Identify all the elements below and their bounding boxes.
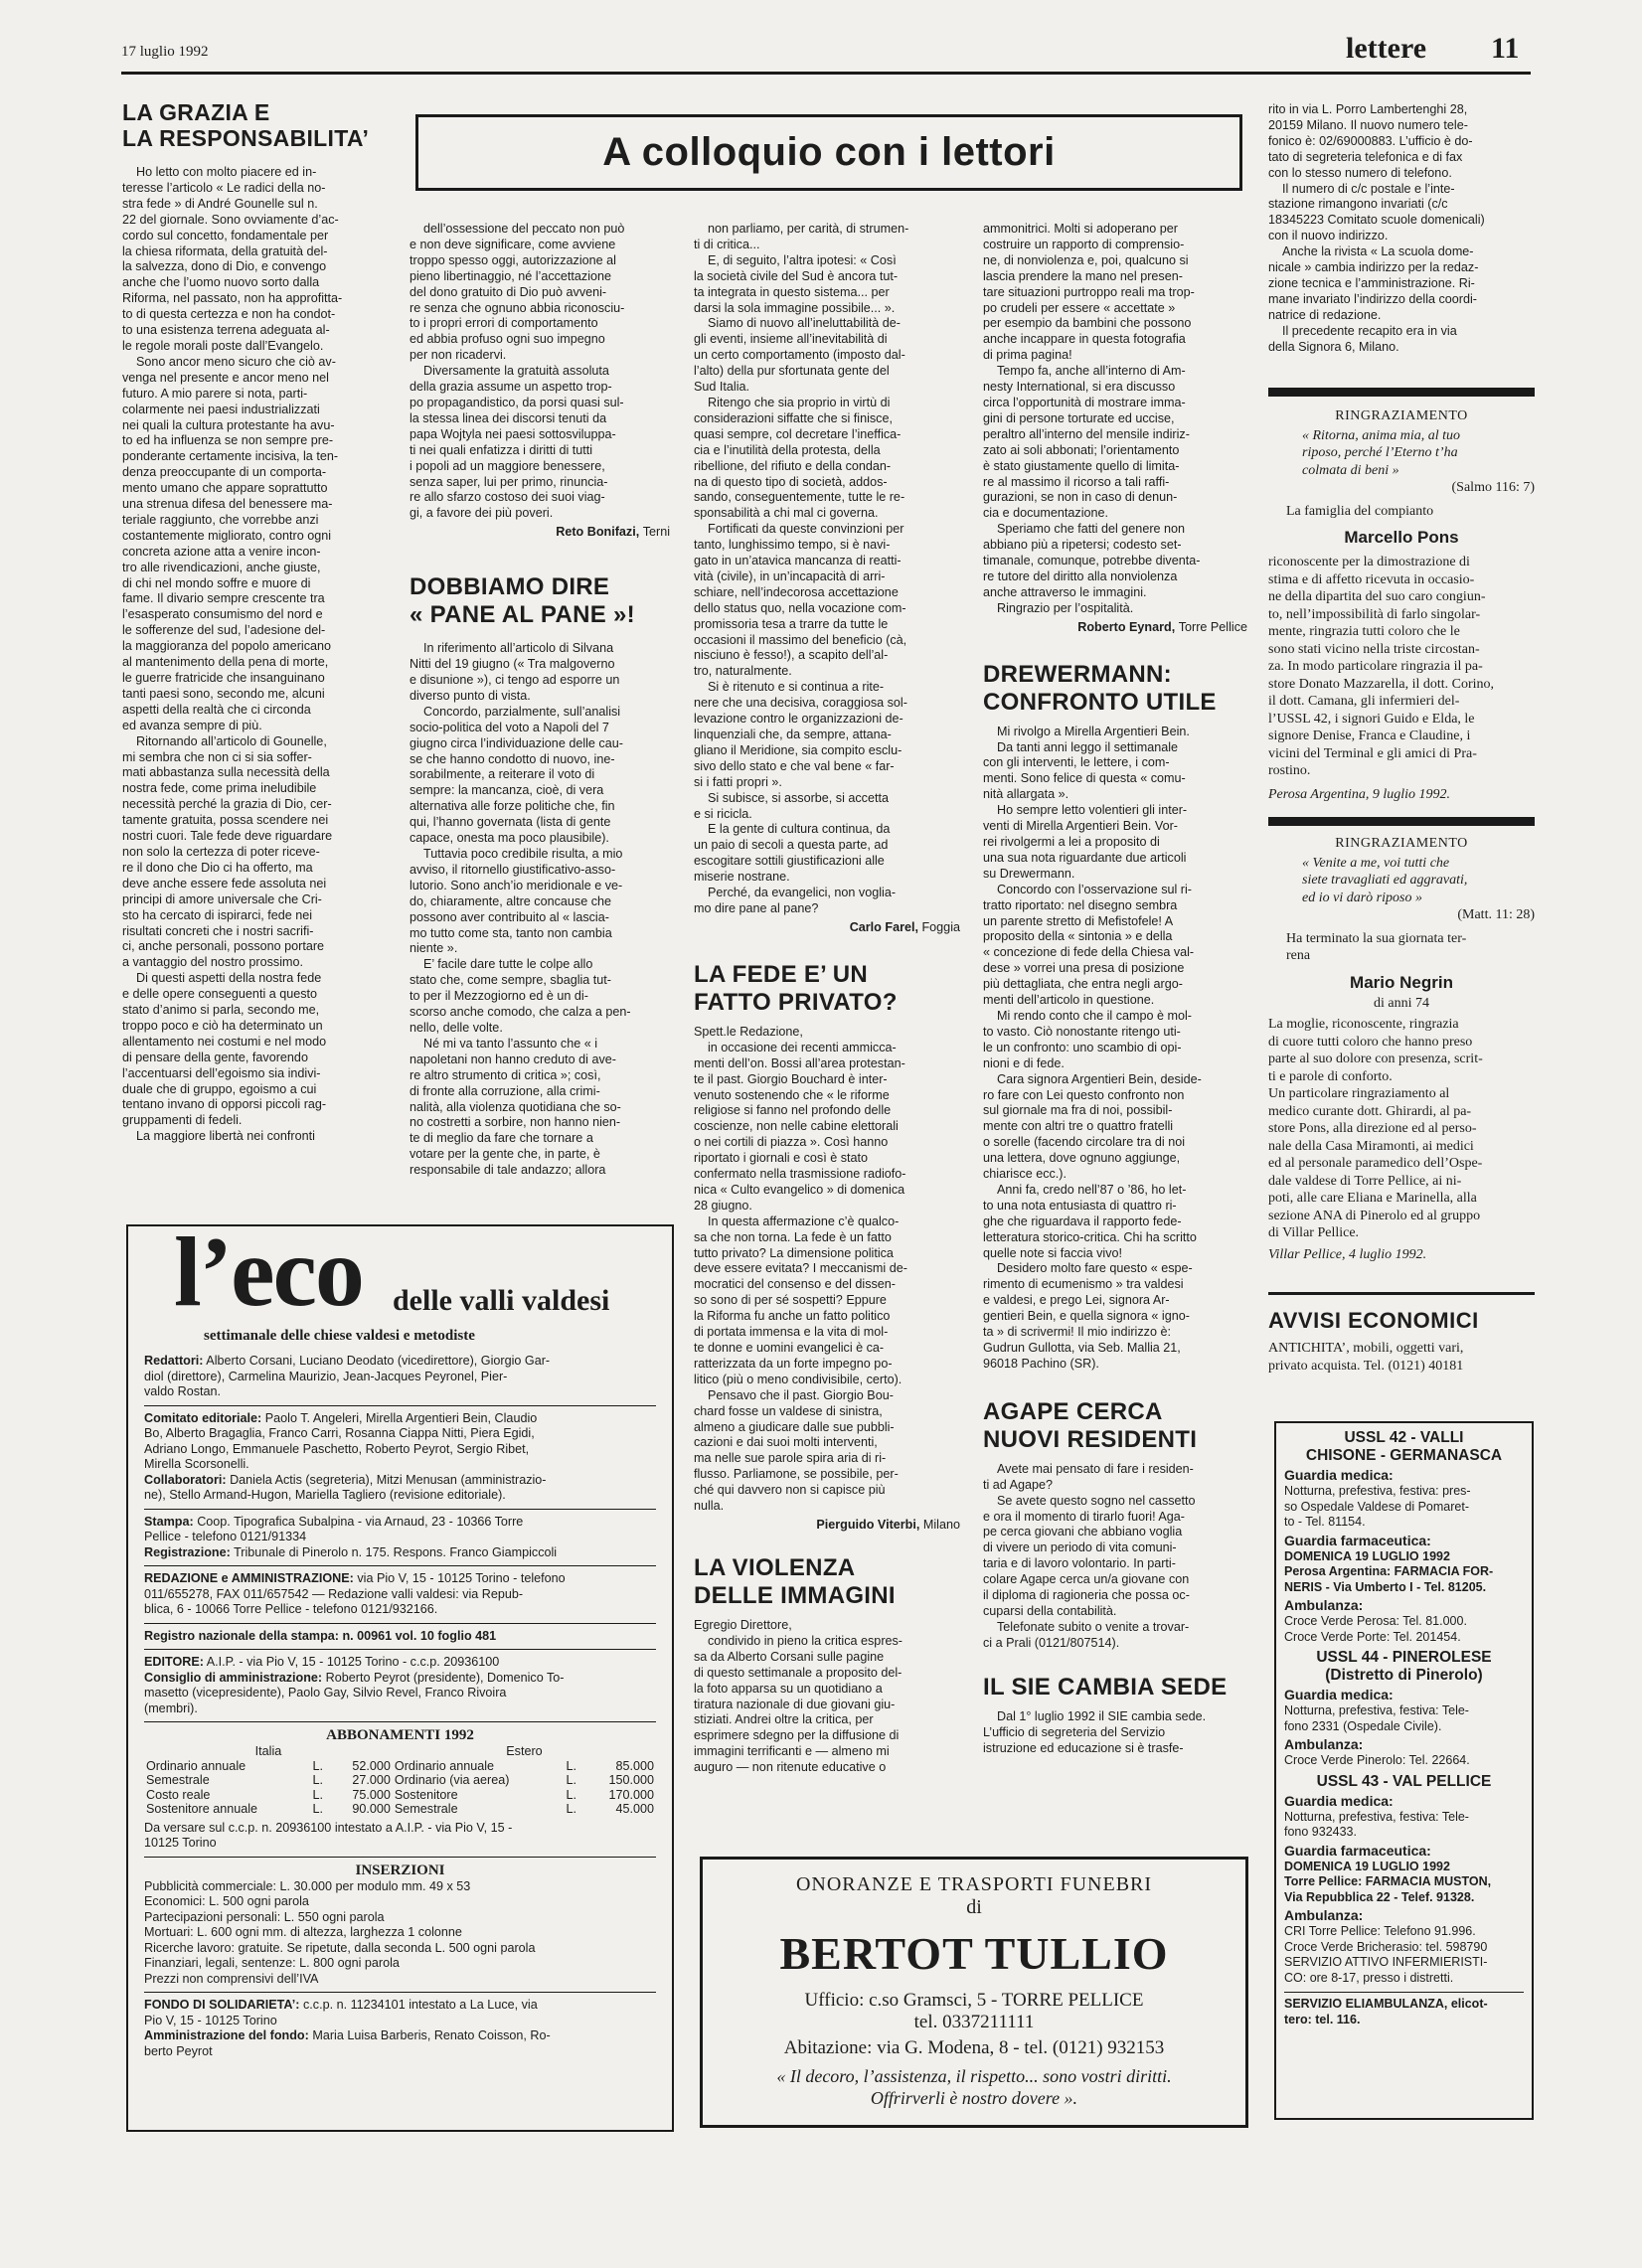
cell: L. <box>566 1773 576 1787</box>
cell: Costo reale <box>146 1787 211 1802</box>
ad-phone: tel. 0337211111 <box>913 2012 1035 2032</box>
value: Paolo T. Angeleri, Mirella Argentieri Bein, Claudio Bo, Alberto Bragaglia, Franco Carri, Rosanna Ciappa Nitti, Piera Egidi, Adriano Longo, Emmanuele Paschetto, Roberto Peyrot, Sergio Ribet, Mirella Scorsonelli. <box>144 1410 538 1471</box>
label: REDAZIONE e AMMINISTRAZIONE: <box>144 1571 354 1585</box>
label: FONDO DI SOLIDARIETA’: <box>144 1998 300 2012</box>
value: via Pio V, 15 - 10125 Torino - telefono 011/655278, FAX 011/657542 — Redazione valli valdesi: via Repub- blica, 6 - 10066 Torre Pellice - telefono 0121/932166. <box>144 1571 566 1616</box>
cell: 45.000 <box>615 1802 654 1816</box>
section-title: AVVISI ECONOMICI <box>1268 1308 1479 1333</box>
paragraph: E, di seguito, l’altra ipotesi: « Così la società civile del Sud è ancora tut- ta integrata in questo sistema... per darsi la sola immagine possibile... ». <box>694 252 899 315</box>
ad-line: di <box>966 1896 982 1918</box>
eco-logo: l’eco <box>174 1216 363 1327</box>
notice-body: La moglie, riconoscente, ringrazia di cuore tutti coloro che hanno preso parte al suo dolore con presenza, scrit- ti e parole di conforto. Un particolare ringraziamento al medico curante dott. Ghirardi, al pa- store Pons, alla direzione ed al perso- nale della Casa Miramonti, ai medici ed al personale paramedico dell’Ospe- dale valdese di Torre Pellice, ai ni- poti, alle care Eliana e Marinella, alla sezione ANA di Pinerolo ed al gruppo di Villar Pellice. <box>1268 1017 1483 1240</box>
value: Roberto Peyrot (presidente), Domenico To- masetto (vicepresidente), Paolo Gay, Silvio Revel, Franco Rivoira (membri). <box>144 1670 565 1715</box>
paragraph: Di questi aspetti della nostra fede e delle opere conseguenti a questo stato d’animo si parla, secondo me, troppo poco e ciò ha determinato un allentamento nei costumi e nel modo di pensare della gente, favorendo l’accentuarsi dell’egoismo sia indivi- duale che di gruppo, egoismo a cui tentano invano di opporsi piccoli rag- gruppamenti di fedeli. <box>122 971 327 1128</box>
label: EDITORE: <box>144 1655 204 1669</box>
abb-col-header: Estero <box>506 1744 543 1758</box>
deceased-name: Mario Negrin <box>1350 972 1453 992</box>
inserzioni-title: INSERZIONI <box>355 1862 445 1878</box>
signature-name: Reto Bonifazi, <box>556 525 640 540</box>
paragraph: E’ facile dare tutte le colpe allo stato che, come sempre, sbaglia tut- to per il Mezzogiorno ed è un di- scorso anche comodo, che calza a pen- nello, delle volte. <box>410 957 631 1035</box>
paragraph: dell’ossessione del peccato non può e non deve significare, come avviene troppo spesso oggi, autorizzazione al pieno libertinaggio, né l’accettazione del dono gratuito di Dio può avveni- re senza che ognuno abbia riconosciu- to i propri errori di comportamento ed abbia profuso ogni suo impegno per non ricadervi. <box>410 222 625 363</box>
header-rule <box>121 72 1531 75</box>
abb-row <box>144 1773 656 1788</box>
paragraph: rito in via L. Porro Lambertenghi 28, 20159 Milano. Il nuovo numero tele- fonico è: 02/69000883. L’ufficio è do- tato di segreteria telefonica e di fax con lo stesso numero di telefono. <box>1268 102 1473 180</box>
inserzioni-line: Prezzi non comprensivi dell’IVA <box>144 1971 319 1986</box>
value: Alberto Corsani, Luciano Deodato (vicedirettore), Giorgio Gar- diol (direttore), Carmelina Maurizio, Jean-Jacques Peyronel, Pier- valdo Rostan. <box>144 1354 551 1398</box>
abb-row <box>144 1759 656 1774</box>
ad-line: ONORANZE E TRASPORTI FUNEBRI <box>795 1873 1153 1895</box>
article-title: DOBBIAMO DIRE « PANE AL PANE »! <box>410 573 635 629</box>
eco-divider <box>144 1721 656 1722</box>
paragraph: In questa affermazione c’è qualco- sa che non torna. La fede è un fatto tutto privato? La dimensione politica deve essere evitata? I meccanismi de- mocratici del consenso e del dissen- so sono di per sé sospetti? Eppure la Riforma fu anche un fatto politico di portata immensa e la vita di mol- te donne e uomini evangelici è ca- ratterizzata da un forte impegno po- litico (più o meno condivisibile, certo). <box>694 1214 907 1386</box>
ad-name: BERTOT TULLIO <box>779 1928 1169 1979</box>
paragraph: Anni fa, credo nell’87 o ’86, ho let- to una nota entusiasta di quattro ri- ghe che riguardava il rapporto fede- letteratura storico-critica. Chi ha scritto quelle note si faccia vivo! <box>983 1182 1197 1260</box>
paragraph: Anche la rivista « La scuola dome- nicale » cambia indirizzo per la redaz- zione tecnica e l’amministrazione. Ri- mane invariato l’indirizzo della coordi- natrice di redazione. <box>1268 244 1479 322</box>
ussl-subhead: Guardia farmaceutica: <box>1284 1842 1431 1859</box>
eco-tagline: settimanale delle chiese valdesi e metodiste <box>204 1328 475 1344</box>
cell: 85.000 <box>615 1758 654 1773</box>
eco-divider <box>144 1857 656 1858</box>
ussl-43-title: USSL 43 - VAL PELLICE <box>1316 1772 1492 1790</box>
label: Collaboratori: <box>144 1472 227 1487</box>
notice-quote: « Venite a me, voi tutti che siete travagliati ed aggravati, ed io vi darò riposo » <box>1302 855 1468 905</box>
deceased-name: Marcello Pons <box>1344 528 1459 547</box>
paragraph: Speriamo che fatti del genere non abbiano più a ripetersi; codesto set- timanale, comunque, potrebbe diventa- re tutore del diritto alla nonviolenza anche attraverso le immagini. <box>983 522 1201 599</box>
label: Amministrazione del fondo: <box>144 2028 309 2042</box>
signature-name: Roberto Eynard, <box>1077 619 1176 634</box>
eco-registro: Registro nazionale della stampa: n. 00961 vol. 10 foglio 481 <box>144 1628 497 1643</box>
paragraph: Il numero di c/c postale e l’inte- stazione rimangono invariati (c/c 18345223 Comitato scuole domenicali) con il nuovo indirizzo. <box>1268 181 1485 243</box>
ussl-44-title: USSL 44 - PINEROLESE (Distretto di Pinerolo) <box>1316 1649 1492 1684</box>
ussl-subhead: Guardia farmaceutica: <box>1284 1532 1431 1548</box>
ad-motto: « Il decoro, l’assistenza, il rispetto... sono vostri diritti. Offrirverli è nostro dovere ». <box>776 2066 1172 2108</box>
eco-comitato <box>144 1411 656 1473</box>
letter-signature <box>983 619 1247 635</box>
banner-box <box>415 114 1242 191</box>
ringraziamento-2 <box>1268 835 1535 1263</box>
classified-ad: ANTICHITA’, mobili, oggetti vari, privato acquista. Tel. (0121) 40181 <box>1268 1341 1464 1374</box>
ussl-text: DOMENICA 19 LUGLIO 1992 Torre Pellice: FARMACIA MUSTON, Via Repubblica 22 - Telef. 91328. <box>1284 1859 1492 1904</box>
letter-signature <box>694 1517 960 1533</box>
ussl-text: Notturna, prefestiva, festiva: Tele- fono 932433. <box>1284 1809 1469 1839</box>
cell: L. <box>566 1787 576 1802</box>
paragraph: Telefonate subito o venite a trovar- ci a Prali (0121/807514). <box>983 1619 1190 1650</box>
issue-date: 17 luglio 1992 <box>121 44 209 60</box>
eco-redazione <box>144 1571 656 1618</box>
notice-quote: « Ritorna, anima mia, al tuo riposo, perché l’Eterno t’ha colmata di beni » <box>1302 427 1461 478</box>
paragraph: Da tanti anni leggo il settimanale con gli interventi, le lettere, i com- menti. Sono felice di questa « comu- nità allargata ». <box>983 739 1186 802</box>
cell: L. <box>312 1787 324 1802</box>
ussl-text: Croce Verde Perosa: Tel. 81.000. Croce Verde Porte: Tel. 201454. <box>1284 1614 1467 1644</box>
paragraph: Diversamente la gratuità assoluta della grazia assume un aspetto trop- po propagandistico, da porsi quasi sul- la stessa linea dei discorsi tenuti da papa Wojtyla nei paesi sottosviluppa- ti nei quali enfatizza i diritti di tutti i popoli ad un maggiore benessere, senza saper, lui per primo, rinuncia- re allo sfarzo costoso dei suoi viag- gi, a favore dei più poveri. <box>410 364 624 521</box>
column-2 <box>410 222 670 1179</box>
paragraph: non parliamo, per carità, di strumen- ti di critica... <box>694 222 909 251</box>
eco-logo-subtitle: delle valli valdesi <box>393 1284 610 1317</box>
cell: 27.000 <box>352 1773 391 1787</box>
paragraph: Tuttavia poco credibile risulta, a mio avviso, il ritornello giustificativo-asso- lutorio. Sono anch’io meridionale e ve- do, chiaramente, altre concause che possono aver contribuito al « lascia- mo tutto come sta, tanto non cambia niente ». <box>410 847 623 956</box>
eco-amm-fondo <box>144 2028 656 2059</box>
ussl-text: SERVIZIO ELIAMBULANZA, elicot- tero: tel. 116. <box>1284 1997 1488 2026</box>
cell: Sostenitore <box>394 1787 458 1802</box>
cell: 75.000 <box>352 1787 391 1802</box>
page-header <box>121 32 1531 70</box>
cell: Ordinario annuale <box>394 1758 495 1773</box>
eco-redattori <box>144 1354 656 1400</box>
cell: L. <box>312 1758 324 1773</box>
label: Registrazione: <box>144 1544 231 1559</box>
bertot-ad-box <box>700 1857 1248 2128</box>
cell: 170.000 <box>608 1787 654 1802</box>
signature-name: Carlo Farel, <box>849 919 918 934</box>
paragraph: condivido in pieno la critica espres- sa da Alberto Corsani sulle pagine di questo settimanale a proposito del- la foto apparsa su un quotidiano a tiratura nazionale di due giovani giu- stiziati. Andrei oltre la critica, per esprimere sdegno per la diffusione di immagini terrificanti e — almeno mi auguro — non ritenute educative o <box>694 1633 903 1775</box>
cell: Semestrale <box>394 1802 458 1816</box>
avvisi-economici <box>1268 1308 1537 1375</box>
article-title: LA GRAZIA E LA RESPONSABILITA’ <box>122 99 370 151</box>
paragraph: Ritengo che sia proprio in virtù di considerazioni siffatte che si finisce, quasi sempre, col decretare l’ineffica- cia e l’inutilità della protesta, della ribellione, del rifiuto e della condan- na di questo tipo di società, addos- sando, conseguentemente, tutte le re- sponsabilità a chi mal ci governa. <box>694 395 905 521</box>
notice-place-date: Villar Pellice, 4 luglio 1992. <box>1268 1246 1427 1262</box>
ussl-subhead: Guardia medica: <box>1284 1792 1394 1809</box>
paragraph: Ho letto con molto piacere ed in- teresse l’articolo « Le radici della no- stra fede » di André Gounelle sul n. 22 del giornale. Sono ovviamente d’ac- cordo sul concetto, fondamentale per la chiesa riformata, della gratuità del- la salvezza, dono di Dio, e convengo anche che l’uomo nuovo sorto dalla Riforma, nel passato, non ha approfitta- to di questa certezza e non ha condot- to una esistenza terrena adeguata al- le regole morali poste dall’Evangelo. <box>122 165 343 353</box>
eco-divider <box>144 1649 656 1650</box>
paragraph: Ho sempre letto volentieri gli inter- venti di Mirella Argentieri Bein. Vor- rei rivolgermi a lei a proposito di una sua nota riguardante due articoli su Drewermann. <box>983 803 1188 881</box>
eco-divider <box>144 1405 656 1406</box>
eco-divider <box>144 1623 656 1624</box>
paragraph: Se avete questo sogno nel cassetto e ora il momento di tirarlo fuori! Aga- pe cerca giovani che abbiano voglia di vivere un periodo di vita comuni- taria e di lavoro volontario. In parti- colare Agape cerca un/a giovane con il diploma di ragioneria che possa oc- cuparsi della contabilità. <box>983 1493 1196 1618</box>
eco-divider <box>144 1992 656 1993</box>
abb-row <box>144 1788 656 1803</box>
eco-masthead-box <box>126 1216 674 2132</box>
divider <box>1268 1292 1535 1295</box>
ussl-text: Croce Verde Pinerolo: Tel. 22664. <box>1284 1753 1470 1767</box>
paragraph: Ritornando all’articolo di Gounelle, mi sembra che non ci si sia soffer- mati abbastanza sulla necessità della nostra fede, come prima ineludibile necessità perché la grazia di Dio, cer- tamente gratuita, possa scendere nei nostri cuori. Tale fede deve riguardare non solo la certezza di poter riceve- re il dono che Dio ci ha offerto, ma deve anche essere fede assoluta nei principi di amore universale che Cri- sto ha cercato di ispirarci, fede nei risultati concreti che i nostri sacrifi- ci, anche personali, possono portare a vantaggio del nostro prossimo. <box>122 733 333 970</box>
eco-fondo <box>144 1998 656 2028</box>
cell: Sostenitore annuale <box>146 1802 258 1816</box>
article-title: AGAPE CERCA NUOVI RESIDENTI <box>983 1397 1198 1453</box>
notice-reference: (Matt. 11: 28) <box>1457 907 1535 922</box>
ussl-subhead: Guardia medica: <box>1284 1467 1394 1483</box>
inserzioni-line: Pubblicità commerciale: L. 30.000 per modulo mm. 49 x 53 <box>144 1878 471 1893</box>
notice-place-date: Perosa Argentina, 9 luglio 1992. <box>1268 786 1451 802</box>
article-title: LA FEDE E’ UN FATTO PRIVATO? <box>694 960 898 1016</box>
signature-place: Terni <box>642 525 670 540</box>
paragraph: Tempo fa, anche all’interno di Am- nesty International, si era discusso circa l’opportunità di mostrare imma- gini di persone torturate ed uccise, peraltro all’interno del mensile indiriz- zato ai soli abbonati; l’orientamento è stato giustamente quello di limita- re al massimo il ricorso a tali raffi- gurazioni, se non in caso di denun- cia e documentazione. <box>983 364 1190 521</box>
abbonamenti-table <box>144 1744 656 1817</box>
article-title: DREWERMANN: CONFRONTO UTILE <box>983 660 1217 716</box>
ussl-42-title: USSL 42 - VALLI CHISONE - GERMANASCA <box>1305 1429 1503 1464</box>
column-4 <box>983 222 1247 1756</box>
cell: 150.000 <box>608 1773 654 1787</box>
eco-stampa <box>144 1515 656 1545</box>
ringraziamento-1 <box>1268 407 1535 803</box>
value: c.c.p. n. 11234101 intestato a La Luce, via Pio V, 15 - 10125 Torino <box>144 1998 538 2027</box>
letter-signature <box>410 524 670 540</box>
paragraph: ammonitrici. Molti si adoperano per costruire un rapporto di comprensio- ne, di nonviolenza e, poi, qualcuno si lascia prendere la mano nel presen- tare situazioni purtroppo reali ma trop- po crudeli per essere « accettate » per esempio da bambini che possono anche incappare in questa fotografia di prima pagina! <box>983 222 1195 363</box>
paragraph: Sono ancor meno sicuro che ciò av- venga nel presente e ancor meno nel futuro. A mio parere si nota, parti- colarmente nei paesi industrializzati nei quali la cultura protestante ha avu- to ed ha influenza se non sempre pre- ponderante certamente incisiva, la ten- denza preoccupante di un comporta- mento umano che appare soprattutto una strenua difesa del benessere ma- teriale raggiunto, che vorrebbe anzi costantemente migliorato, contro ogni concreta azione atta a venire incon- tro alle rivendicazioni, anche giuste, di chi nel mondo soffre e muore di fame. Il divario sempre crescente tra l’esasperato consumismo del nord e le sofferenze del sud, l’adesione del- la maggioranza del popolo americano al mantenimento della pena di morte, le guerre fratricide che insanguinano tanti paesi sono, secondo me, alcuni aspetti della realtà che ci circonda ed avanza sempre di più. <box>122 354 339 732</box>
paragraph: in occasione dei recenti ammicca- menti dell’on. Bossi all’area protestan- te il past. Giorgio Bouchard è inter- venuto sostenendo che « le riforme religiose si fanno nel profondo delle coscienze, non nelle cabine elettorali o nei cortili di piazza ». Così hanno riportato i giornali e così è stato confermato nella trasmissione radiofo- nica « Culto evangelico » di domenica 28 giugno. <box>694 1040 906 1213</box>
letter-signature <box>694 919 960 935</box>
paragraph: Fortificati da queste convinzioni per tanto, lunghissimo tempo, si è navi- gato in un’atavica mancanza di reatti- vità (civile), in un’incapacità di arri- schiare, nell’indecorosa accettazione dello status quo, nella vocazione com- promissoria tesa a trarre da tutte le occasioni il massimo del beneficio (cà, nisciuno è fesso!), a scapito dell’al- tro, naturalmente. <box>694 522 907 679</box>
page-number: 11 <box>1491 32 1520 65</box>
cell: L. <box>566 1758 576 1773</box>
banner-title: A colloquio con i lettori <box>602 130 1056 174</box>
paragraph: E la gente di cultura continua, da un paio di secoli a questa parte, ad escogitare sottili giustificazioni alle miserie nostrane. <box>694 822 891 885</box>
eco-consiglio <box>144 1671 656 1717</box>
paragraph: Spett.le Redazione, <box>694 1024 803 1039</box>
inserzioni-line: Mortuari: L. 600 ogni mm. di altezza, larghezza 1 colonne <box>144 1925 462 1939</box>
eco-editore <box>144 1655 656 1671</box>
abb-row <box>144 1802 656 1817</box>
paragraph: Il precedente recapito era in via della Signora 6, Milano. <box>1268 323 1457 354</box>
paragraph: La maggiore libertà nei confronti <box>136 1129 315 1144</box>
cell: 90.000 <box>352 1802 391 1816</box>
column-5 <box>1268 102 1537 356</box>
paragraph: In riferimento all’articolo di Silvana Nitti del 19 giugno (« Tra malgoverno e disunione »), ci tengo ad esporre un diverso punto di vista. <box>410 641 620 703</box>
article-title: LA VIOLENZA DELLE IMMAGINI <box>694 1553 896 1609</box>
notice-title: RINGRAZIAMENTO <box>1335 408 1468 423</box>
notice-intro: Ha terminato la sua giornata ter- rena <box>1286 930 1467 963</box>
notice-reference: (Salmo 116: 7) <box>1451 480 1535 495</box>
value: Maria Luisa Barberis, Renato Coisson, Ro- berto Peyrot <box>144 2028 551 2058</box>
paragraph: Perché, da evangelici, non voglia- mo dire pane al pane? <box>694 886 897 915</box>
value: Tribunale di Pinerolo n. 175. Respons. Franco Giampiccoli <box>234 1544 558 1559</box>
value: A.I.P. - via Pio V, 15 - 10125 Torino - c.c.p. 20936100 <box>206 1655 500 1669</box>
paragraph: Siamo di nuovo all’ineluttabilità de- gli eventi, insieme all’inevitabilità di un certo comportamento (imposto dal- l’alto) della pur sfortunata gente del Sud Italia. <box>694 316 905 395</box>
cell: 52.000 <box>352 1758 391 1773</box>
eco-divider <box>144 1509 656 1510</box>
label: Stampa: <box>144 1514 194 1529</box>
signature-name: Pierguido Viterbi, <box>816 1517 920 1532</box>
ussl-subhead: Ambulanza: <box>1284 1597 1364 1613</box>
notice-title: RINGRAZIAMENTO <box>1335 836 1468 851</box>
paragraph: Né mi va tanto l’assunto che « i napoletani non hanno creduto di ave- re altro strumento di critica »; così, di fronte alla corruzione, alla crimi- nalità, alla violenza quotidiana che so- no costretti a sorbire, non hanno nien- te di meglio da fare che tornare a votare per la gente che, in parte, è responsabile di tale andazzo; allora <box>410 1036 621 1178</box>
article-title: IL SIE CAMBIA SEDE <box>983 1673 1228 1701</box>
ussl-text: Notturna, prefestiva, festiva: Tele- fono 2331 (Ospedale Civile). <box>1284 1703 1469 1733</box>
signature-place: Torre Pellice <box>1178 619 1247 634</box>
ad-address: Ufficio: c.so Gramsci, 5 - TORRE PELLICE <box>804 1990 1144 2011</box>
ussl-box <box>1274 1421 1534 2120</box>
label: Redattori: <box>144 1354 204 1368</box>
cell: Ordinario annuale <box>146 1758 246 1773</box>
value: Coop. Tipografica Subalpina - via Arnaud, 23 - 10366 Torre Pellice - telefono 0121/91334 <box>144 1514 524 1543</box>
ussl-text: CRI Torre Pellice: Telefono 91.996. Croce Verde Bricherasio: tel. 598790 SERVIZIO ATTIVO INFERMIERISTI- CO: ore 8-17, presso i distretti. <box>1284 1924 1488 1985</box>
inserzioni-line: Ricerche lavoro: gratuite. Se ripetute, dalla seconda L. 500 ogni parola <box>144 1940 536 1955</box>
paragraph: Si è ritenuto e si continua a rite- nere che una decisiva, coraggiosa sol- levazione contro le organizzazioni de- linquenziali che, da sempre, attana- gliano il Meridione, sia compito esclu- sivo dello stato e che val bene « far- si i fatti propri ». <box>694 680 907 789</box>
ad-address: Abitazione: via G. Modena, 8 - tel. (0121) 932153 <box>783 2037 1165 2058</box>
paragraph: Pensavo che il past. Giorgio Bou- chard fosse un valdese di sinistra, almeno a giudicare dalle sue pubbli- cazioni e dai suoi molti interventi, ma nelle sue parole spira aria di ri- flusso. Parliamone, se possibile, per- ché qui davvero non si capisce più nulla. <box>694 1387 899 1514</box>
eco-collaboratori <box>144 1473 656 1504</box>
paragraph: Dal 1° luglio 1992 il SIE cambia sede. L’ufficio di segreteria del Servizio istruzione ed educazione si è trasfe- <box>983 1708 1207 1755</box>
section-name: lettere <box>1346 32 1427 65</box>
paragraph: Avete mai pensato di fare i residen- ti ad Agape? <box>983 1461 1194 1492</box>
paragraph: Si subisce, si assorbe, si accetta e si ricicla. <box>694 790 889 821</box>
cell: L. <box>566 1802 576 1816</box>
deceased-age: di anni 74 <box>1374 995 1429 1011</box>
inserzioni-line: Economici: L. 500 ogni parola <box>144 1894 309 1908</box>
ussl-subhead: Ambulanza: <box>1284 1736 1364 1752</box>
abbonamenti-title: ABBONAMENTI 1992 <box>326 1727 474 1743</box>
paragraph: Desidero molto fare questo « espe- rimento di ecumenismo » tra valdesi e valdesi, e prego Lei, signora Ar- gentieri Bein, e quella signora « igno- ta » di scrivermi! Il mio indirizzo è: Gudrun Gullotta, via Seb. Mallia 21, 96018 Pachino (SR). <box>983 1261 1193 1371</box>
paragraph: Cara signora Argentieri Bein, deside- ro fare con Lei questo confronto non sul giornale ma fra di noi, possibil- mente con altri tre o quattro fratelli o sorelle (facendo circolare tra di noi una lettera, dove ognuno aggiunge, chiarisce ecc.). <box>983 1071 1202 1182</box>
paragraph: Egregio Direttore, <box>694 1617 792 1632</box>
ussl-subhead: Ambulanza: <box>1284 1907 1364 1923</box>
divider <box>1268 817 1535 826</box>
signature-place: Milano <box>922 1517 960 1532</box>
column-3 <box>694 222 960 1776</box>
cell: Semestrale <box>146 1773 210 1787</box>
ussl-text: Notturna, prefestiva, festiva: pres- so Ospedale Valdese di Pomaret- to - Tel. 81154. <box>1284 1484 1471 1529</box>
cell: L. <box>312 1773 324 1787</box>
abbonamenti-versare: Da versare sul c.c.p. n. 20936100 intestato a A.I.P. - via Pio V, 15 - 10125 Torino <box>144 1820 513 1850</box>
divider <box>1268 388 1535 397</box>
paragraph: Concordo con l’osservazione sul ri- tratto riportato: nel disegno sembra un parente stretto di Mefistofele! A proposito della « sintonia » e della « concezione di fede della Chiesa val- dese » vorrei una presa di posizione più dettagliata, che entra negli argo- menti dell’articolo in questione. <box>983 882 1195 1008</box>
inserzioni-line: Partecipazioni personali: L. 550 ogni parola <box>144 1909 385 1924</box>
cell: L. <box>312 1802 324 1816</box>
eco-registrazione <box>144 1545 656 1561</box>
label: Comitato editoriale: <box>144 1410 262 1425</box>
paragraph: Mi rendo conto che il campo è mol- to vasto. Ciò nonostante ritengo uti- le un confronto: uno scambio di opi- nioni e di fede. <box>983 1008 1192 1070</box>
paragraph: Concordo, parzialmente, sull’analisi socio-politica del voto a Napoli del 7 giugno circa l’individuazione delle cau- se che hanno condotto di nuovo, ine- sorabilmente, a reiterare il voto di sempre: la mancanza, cioè, di vera alternativa alle forze politiche che, fin qui, l’hanno governata (lista di gente capace, onesta ma poco plausibile). <box>410 704 623 846</box>
column-1 <box>122 99 391 1145</box>
value: Daniela Actis (segreteria), Mitzi Menusan (amministrazio- ne), Stello Armand-Hugon, Mariella Tagliero (revisione editoriale). <box>144 1472 547 1502</box>
abb-col-header: Italia <box>254 1744 282 1758</box>
eco-divider <box>144 1565 656 1566</box>
notice-intro: La famiglia del compianto <box>1286 503 1434 519</box>
paragraph: Ringrazio per l’ospitalità. <box>997 600 1134 615</box>
notice-body: riconoscente per la dimostrazione di stima e di affetto ricevuta in occasio- ne della dipartita del suo caro congiun- to, nell’impossibilità di farlo singolar- mente, ringrazia tutti coloro che le sono stati vicino nella triste circostan- za. In modo particolare ringrazia il pa- store Donato Mazzarella, il dott. Corino, il dott. Camana, gli infermieri del- l’USSL 42, i signori Guido e Elda, le signore Denise, Franca e Claudine, i vicini del Terminal e gli amici di Pra- rostino. <box>1268 555 1495 778</box>
signature-place: Foggia <box>921 919 960 934</box>
cell: Ordinario (via aerea) <box>394 1773 510 1787</box>
ussl-subhead: Guardia medica: <box>1284 1687 1394 1702</box>
ussl-text: DOMENICA 19 LUGLIO 1992 Perosa Argentina: FARMACIA FOR- NERIS - Via Umberto I - Tel. 81205. <box>1284 1548 1494 1594</box>
paragraph: Mi rivolgo a Mirella Argentieri Bein. <box>997 724 1190 738</box>
label: Consiglio di amministrazione: <box>144 1670 323 1685</box>
inserzioni-line: Finanziari, legali, sentenze: L. 800 ogni parola <box>144 1956 400 1970</box>
